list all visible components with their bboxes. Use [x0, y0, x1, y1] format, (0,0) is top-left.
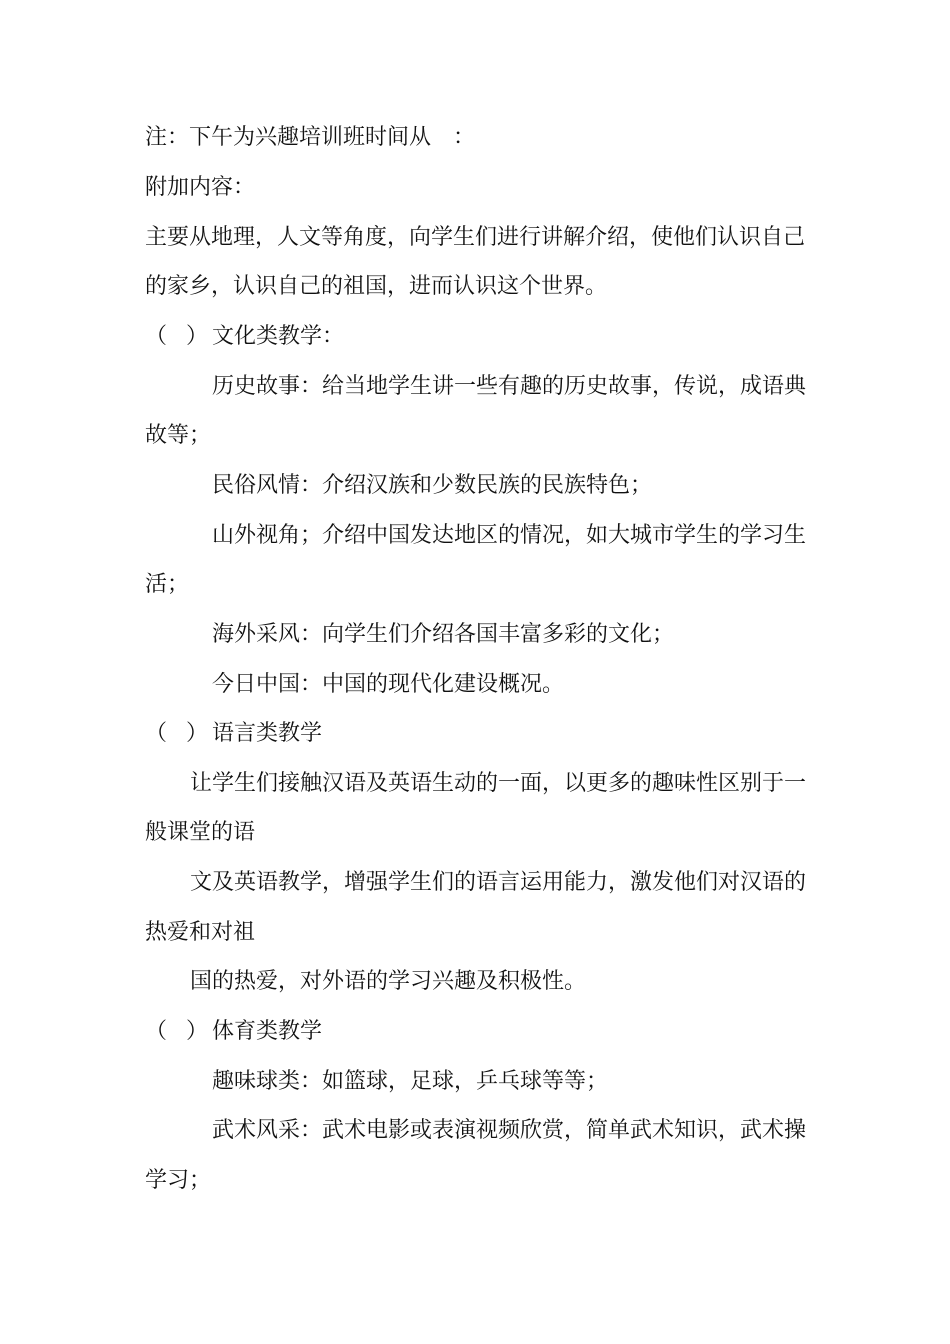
lang-line-2: 般课堂的语	[145, 820, 256, 845]
language-section-heading	[145, 719, 322, 749]
section-number-paren: （ ）	[145, 1019, 214, 1044]
martial-line-2: 学习；	[145, 1168, 212, 1193]
section-number-paren: （ ）	[145, 324, 214, 349]
lang-line-1: 让学生们接触汉语及英语生动的一面，以更多的趣味性区别于一	[190, 771, 807, 796]
note-line: 注：下午为兴趣培训班时间从 ：	[145, 125, 476, 150]
today-line: 今日中国：中国的现代化建设概况。	[212, 672, 565, 697]
lang-line-5: 国的热爱，对外语的学习兴趣及积极性。	[190, 969, 587, 994]
overseas-line: 海外采风：向学生们介绍各国丰富多彩的文化；	[212, 622, 675, 647]
sports-section-heading	[145, 1017, 322, 1047]
section-number-paren: （ ）	[145, 721, 214, 746]
lang-line-3: 文及英语教学，增强学生们的语言运用能力，激发他们对汉语的	[190, 870, 807, 895]
intro-line-2: 的家乡，认识自己的祖国，进而认识这个世界。	[145, 274, 608, 299]
culture-heading-text: 文化类教学：	[212, 324, 345, 349]
history-line-2: 故等；	[145, 423, 212, 448]
martial-line-1: 武术风采：武术电影或表演视频欣赏，简单武术知识，武术操	[212, 1118, 807, 1143]
lang-line-4: 热爱和对祖	[145, 920, 256, 945]
folk-line: 民俗风情：介绍汉族和少数民族的民族特色；	[212, 473, 653, 498]
sports-heading-text: 体育类教学	[212, 1019, 323, 1044]
outside-line-2: 活；	[145, 572, 190, 597]
extra-heading: 附加内容：	[145, 175, 256, 200]
ball-line: 趣味球类：如篮球，足球，乒乓球等等；	[212, 1069, 609, 1094]
culture-section-heading	[145, 322, 344, 352]
outside-line-1: 山外视角；介绍中国发达地区的情况，如大城市学生的学习生	[212, 523, 807, 548]
language-heading-text: 语言类教学	[212, 721, 323, 746]
intro-line-1: 主要从地理，人文等角度，向学生们进行讲解介绍，使他们认识自己	[145, 225, 806, 250]
history-line-1: 历史故事：给当地学生讲一些有趣的历史故事，传说，成语典	[212, 374, 807, 399]
